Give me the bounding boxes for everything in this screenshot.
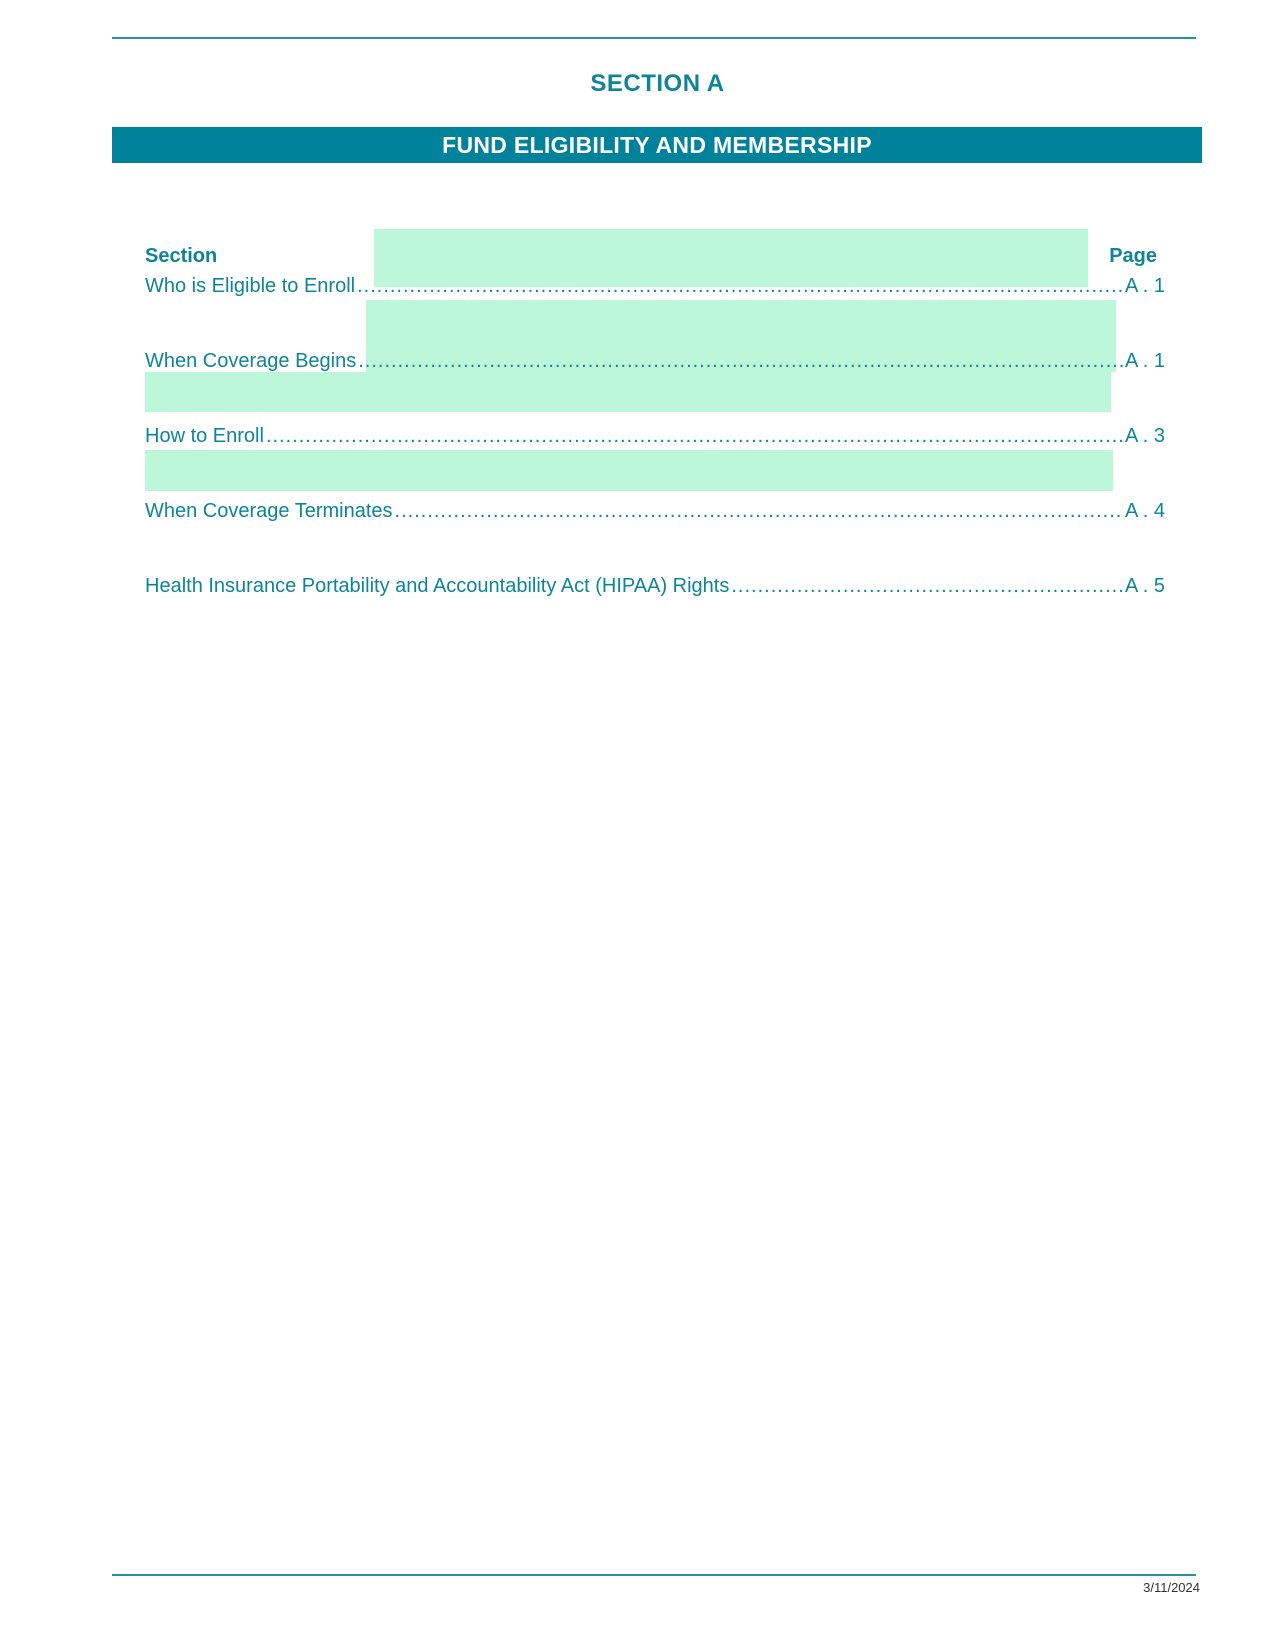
toc-entry[interactable] bbox=[145, 500, 1165, 523]
toc-entry-page: A . 4 bbox=[1124, 500, 1165, 522]
toc-entry-title: Who is Eligible to Enroll bbox=[145, 275, 356, 297]
toc-entry[interactable] bbox=[145, 275, 1165, 298]
dot-leader bbox=[358, 350, 1123, 373]
toc-entry-title: Health Insurance Portability and Accountability Act (HIPAA) Rights bbox=[145, 575, 730, 597]
toc-entry-page: A . 5 bbox=[1124, 575, 1165, 597]
toc-entry-page: A . 3 bbox=[1124, 425, 1165, 447]
toc-entry[interactable] bbox=[145, 350, 1165, 373]
section-title: SECTION A bbox=[590, 70, 725, 97]
dot-leader bbox=[731, 575, 1123, 598]
toc-entry[interactable] bbox=[145, 425, 1165, 448]
toc-entry-page: A . 1 bbox=[1124, 350, 1165, 372]
toc-entry-title: When Coverage Begins bbox=[145, 350, 357, 372]
dot-leader bbox=[395, 500, 1123, 523]
section-banner: FUND ELIGIBILITY AND MEMBERSHIP bbox=[112, 127, 1202, 163]
footer-date: 3/11/2024 bbox=[1143, 1580, 1200, 1595]
toc-section-header: Section bbox=[145, 245, 218, 267]
toc-entry-page: A . 1 bbox=[1124, 275, 1165, 297]
toc-entry[interactable] bbox=[145, 575, 1165, 598]
highlight-block bbox=[145, 450, 1113, 491]
bottom-rule bbox=[112, 1574, 1196, 1576]
highlight-block bbox=[145, 372, 1111, 412]
toc-entry-title: How to Enroll bbox=[145, 425, 264, 447]
dot-leader bbox=[357, 275, 1123, 298]
top-rule bbox=[112, 37, 1196, 39]
toc-page-header: Page bbox=[1109, 245, 1157, 267]
toc-entry-title: When Coverage Terminates bbox=[145, 500, 393, 522]
dot-leader bbox=[266, 425, 1123, 448]
